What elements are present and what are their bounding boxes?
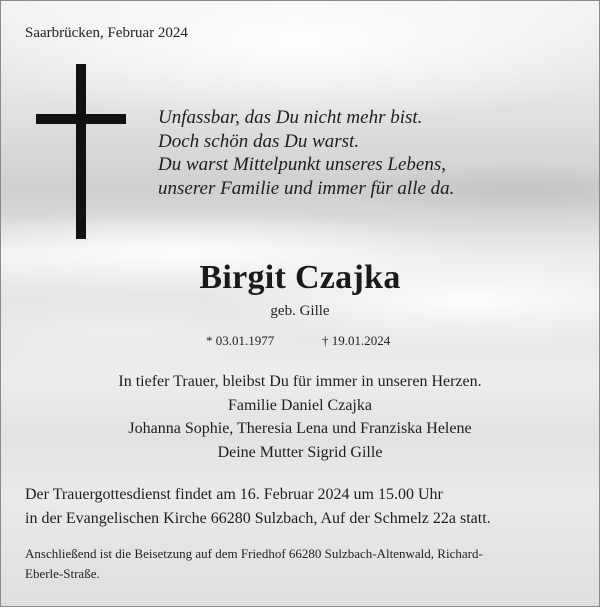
cross-vertical-bar	[76, 64, 86, 239]
poem-line: unserer Familie und immer für alle da.	[158, 177, 455, 199]
poem-line: Du warst Mittelpunkt unseres Lebens,	[158, 154, 446, 175]
deceased-name: Birgit Czajka	[199, 259, 401, 296]
death-date: † 19.01.2024	[322, 333, 391, 348]
maiden-name: geb. Gille	[270, 303, 330, 319]
poem	[158, 106, 454, 200]
mourners-block	[1, 370, 599, 464]
burial-line: Eberle-Straße.	[25, 566, 100, 581]
cross-horizontal-bar	[36, 114, 126, 124]
place-date: Saarbrücken, Februar 2024	[25, 25, 188, 41]
mourners-line: Deine Mutter Sigrid Gille	[217, 443, 383, 461]
burial-line: Anschließend ist die Beisetzung auf dem Friedhof 66280 Sulzbach-Altenwald, Richard-	[25, 546, 483, 561]
service-line: Der Trauergottesdienst findet am 16. Februar 2024 um 15.00 Uhr	[25, 486, 443, 503]
mourners-line: Johanna Sophie, Theresia Lena und Franziska Helene	[128, 420, 472, 437]
mourners-line: In tiefer Trauer, bleibst Du für immer in unseren Herzen.	[118, 373, 482, 390]
poem-line: Unfassbar, das Du nicht mehr bist.	[158, 107, 423, 128]
service-info	[25, 483, 491, 530]
mourners-line: Familie Daniel Czajka	[228, 396, 372, 414]
cross-icon	[36, 64, 126, 239]
birth-date: * 03.01.1977	[206, 333, 275, 348]
burial-info	[25, 544, 575, 584]
poem-line: Doch schön das Du warst.	[158, 130, 360, 152]
service-line: in der Evangelischen Kirche 66280 Sulzbach, Auf der Schmelz 22a statt.	[25, 509, 491, 527]
